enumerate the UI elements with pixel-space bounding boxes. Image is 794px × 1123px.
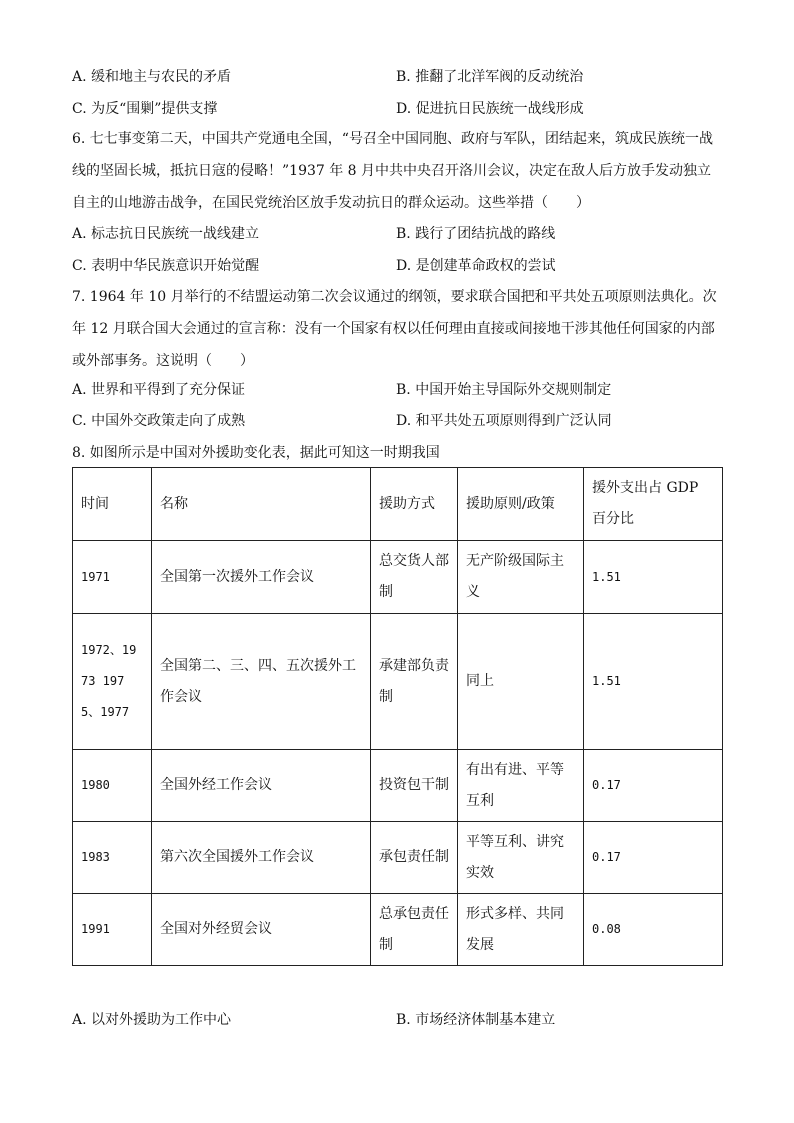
header-name: 名称 <box>152 468 371 541</box>
cell-principle: 形式多样、共同发展 <box>458 894 584 966</box>
cell-gdp-pct: 1.51 <box>584 541 723 614</box>
cell-time: 1971 <box>73 541 152 614</box>
q7-option-c: C. 中国外交政策走向了成熟 <box>72 413 246 429</box>
q7-stem: 7. 1964 年 10 月举行的不结盟运动第二次会议通过的纲领，要求联合国把和平共处五项原则法典化。次年 12 月联合国大会通过的宣言称：没有一个国家有权以任何理由直接或间接地干涉其他任何国家的内部或外部事务。这说明（ ） <box>72 289 717 369</box>
q8-stem: 8. 如图所示是中国对外援助变化表，据此可知这一时期我国 <box>72 445 440 461</box>
header-principle: 援助原则/政策 <box>458 468 584 541</box>
table-row <box>73 750 723 822</box>
q7-option-b: B. 中国开始主导国际外交规则制定 <box>396 382 612 398</box>
cell-name: 全国对外经贸会议 <box>152 894 371 966</box>
cell-time: 1980 <box>73 750 152 822</box>
q8-option-b: B. 市场经济体制基本建立 <box>396 1012 556 1028</box>
q5-option-c: C. 为反“围剿”提供支撑 <box>72 101 218 117</box>
cell-time: 1991 <box>73 894 152 966</box>
cell-time: 1972、1973 1975、1977 <box>73 614 152 750</box>
header-method: 援助方式 <box>371 468 458 541</box>
q6-option-b: B. 践行了团结抗战的路线 <box>396 226 556 242</box>
q5-option-b: B. 推翻了北洋军阀的反动统治 <box>396 69 584 85</box>
cell-principle: 无产阶级国际主义 <box>458 541 584 614</box>
aid-table <box>72 467 723 966</box>
cell-time: 1983 <box>73 822 152 894</box>
cell-method: 投资包干制 <box>371 750 458 822</box>
table-header-row <box>73 468 723 541</box>
table-row <box>73 541 723 614</box>
cell-name: 全国第二、三、四、五次援外工作会议 <box>152 614 371 750</box>
header-gdp-pct: 援外支出占 GDP 百分比 <box>584 468 723 541</box>
cell-gdp-pct: 0.17 <box>584 750 723 822</box>
cell-gdp-pct: 0.17 <box>584 822 723 894</box>
header-time: 时间 <box>73 468 152 541</box>
cell-method: 承包责任制 <box>371 822 458 894</box>
cell-method: 承建部负责制 <box>371 614 458 750</box>
q5-option-a: A. 缓和地主与农民的矛盾 <box>72 69 232 85</box>
table-row <box>73 894 723 966</box>
cell-gdp-pct: 1.51 <box>584 614 723 750</box>
cell-principle: 有出有进、平等互利 <box>458 750 584 822</box>
cell-name: 全国第一次援外工作会议 <box>152 541 371 614</box>
table-row <box>73 614 723 750</box>
q8-option-a: A. 以对外援助为工作中心 <box>72 1012 232 1028</box>
cell-gdp-pct: 0.08 <box>584 894 723 966</box>
cell-name: 第六次全国援外工作会议 <box>152 822 371 894</box>
cell-method: 总承包责任制 <box>371 894 458 966</box>
q7-option-d: D. 和平共处五项原则得到广泛认同 <box>396 413 612 429</box>
table-row <box>73 822 723 894</box>
cell-method: 总交货人部制 <box>371 541 458 614</box>
q5-option-d: D. 促进抗日民族统一战线形成 <box>396 101 584 117</box>
cell-principle: 平等互利、讲究实效 <box>458 822 584 894</box>
q6-option-c: C. 表明中华民族意识开始觉醒 <box>72 258 260 274</box>
q6-stem: 6. 七七事变第二天，中国共产党通电全国，“号召全中国同胞、政府与军队，团结起来，筑成民族统一战线的坚固长城，抵抗日寇的侵略！”1937 年 8 月中共中央召开洛川会议，决定在敌人后方放手发动独立自主的山地游击战争，在国民党统治区放手发动抗日的群众运动。这些举措（ ） <box>72 131 713 211</box>
q7-option-a: A. 世界和平得到了充分保证 <box>72 382 246 398</box>
q6-option-d: D. 是创建革命政权的尝试 <box>396 258 556 274</box>
cell-name: 全国外经工作会议 <box>152 750 371 822</box>
q6-option-a: A. 标志抗日民族统一战线建立 <box>72 226 260 242</box>
cell-principle: 同上 <box>458 614 584 750</box>
